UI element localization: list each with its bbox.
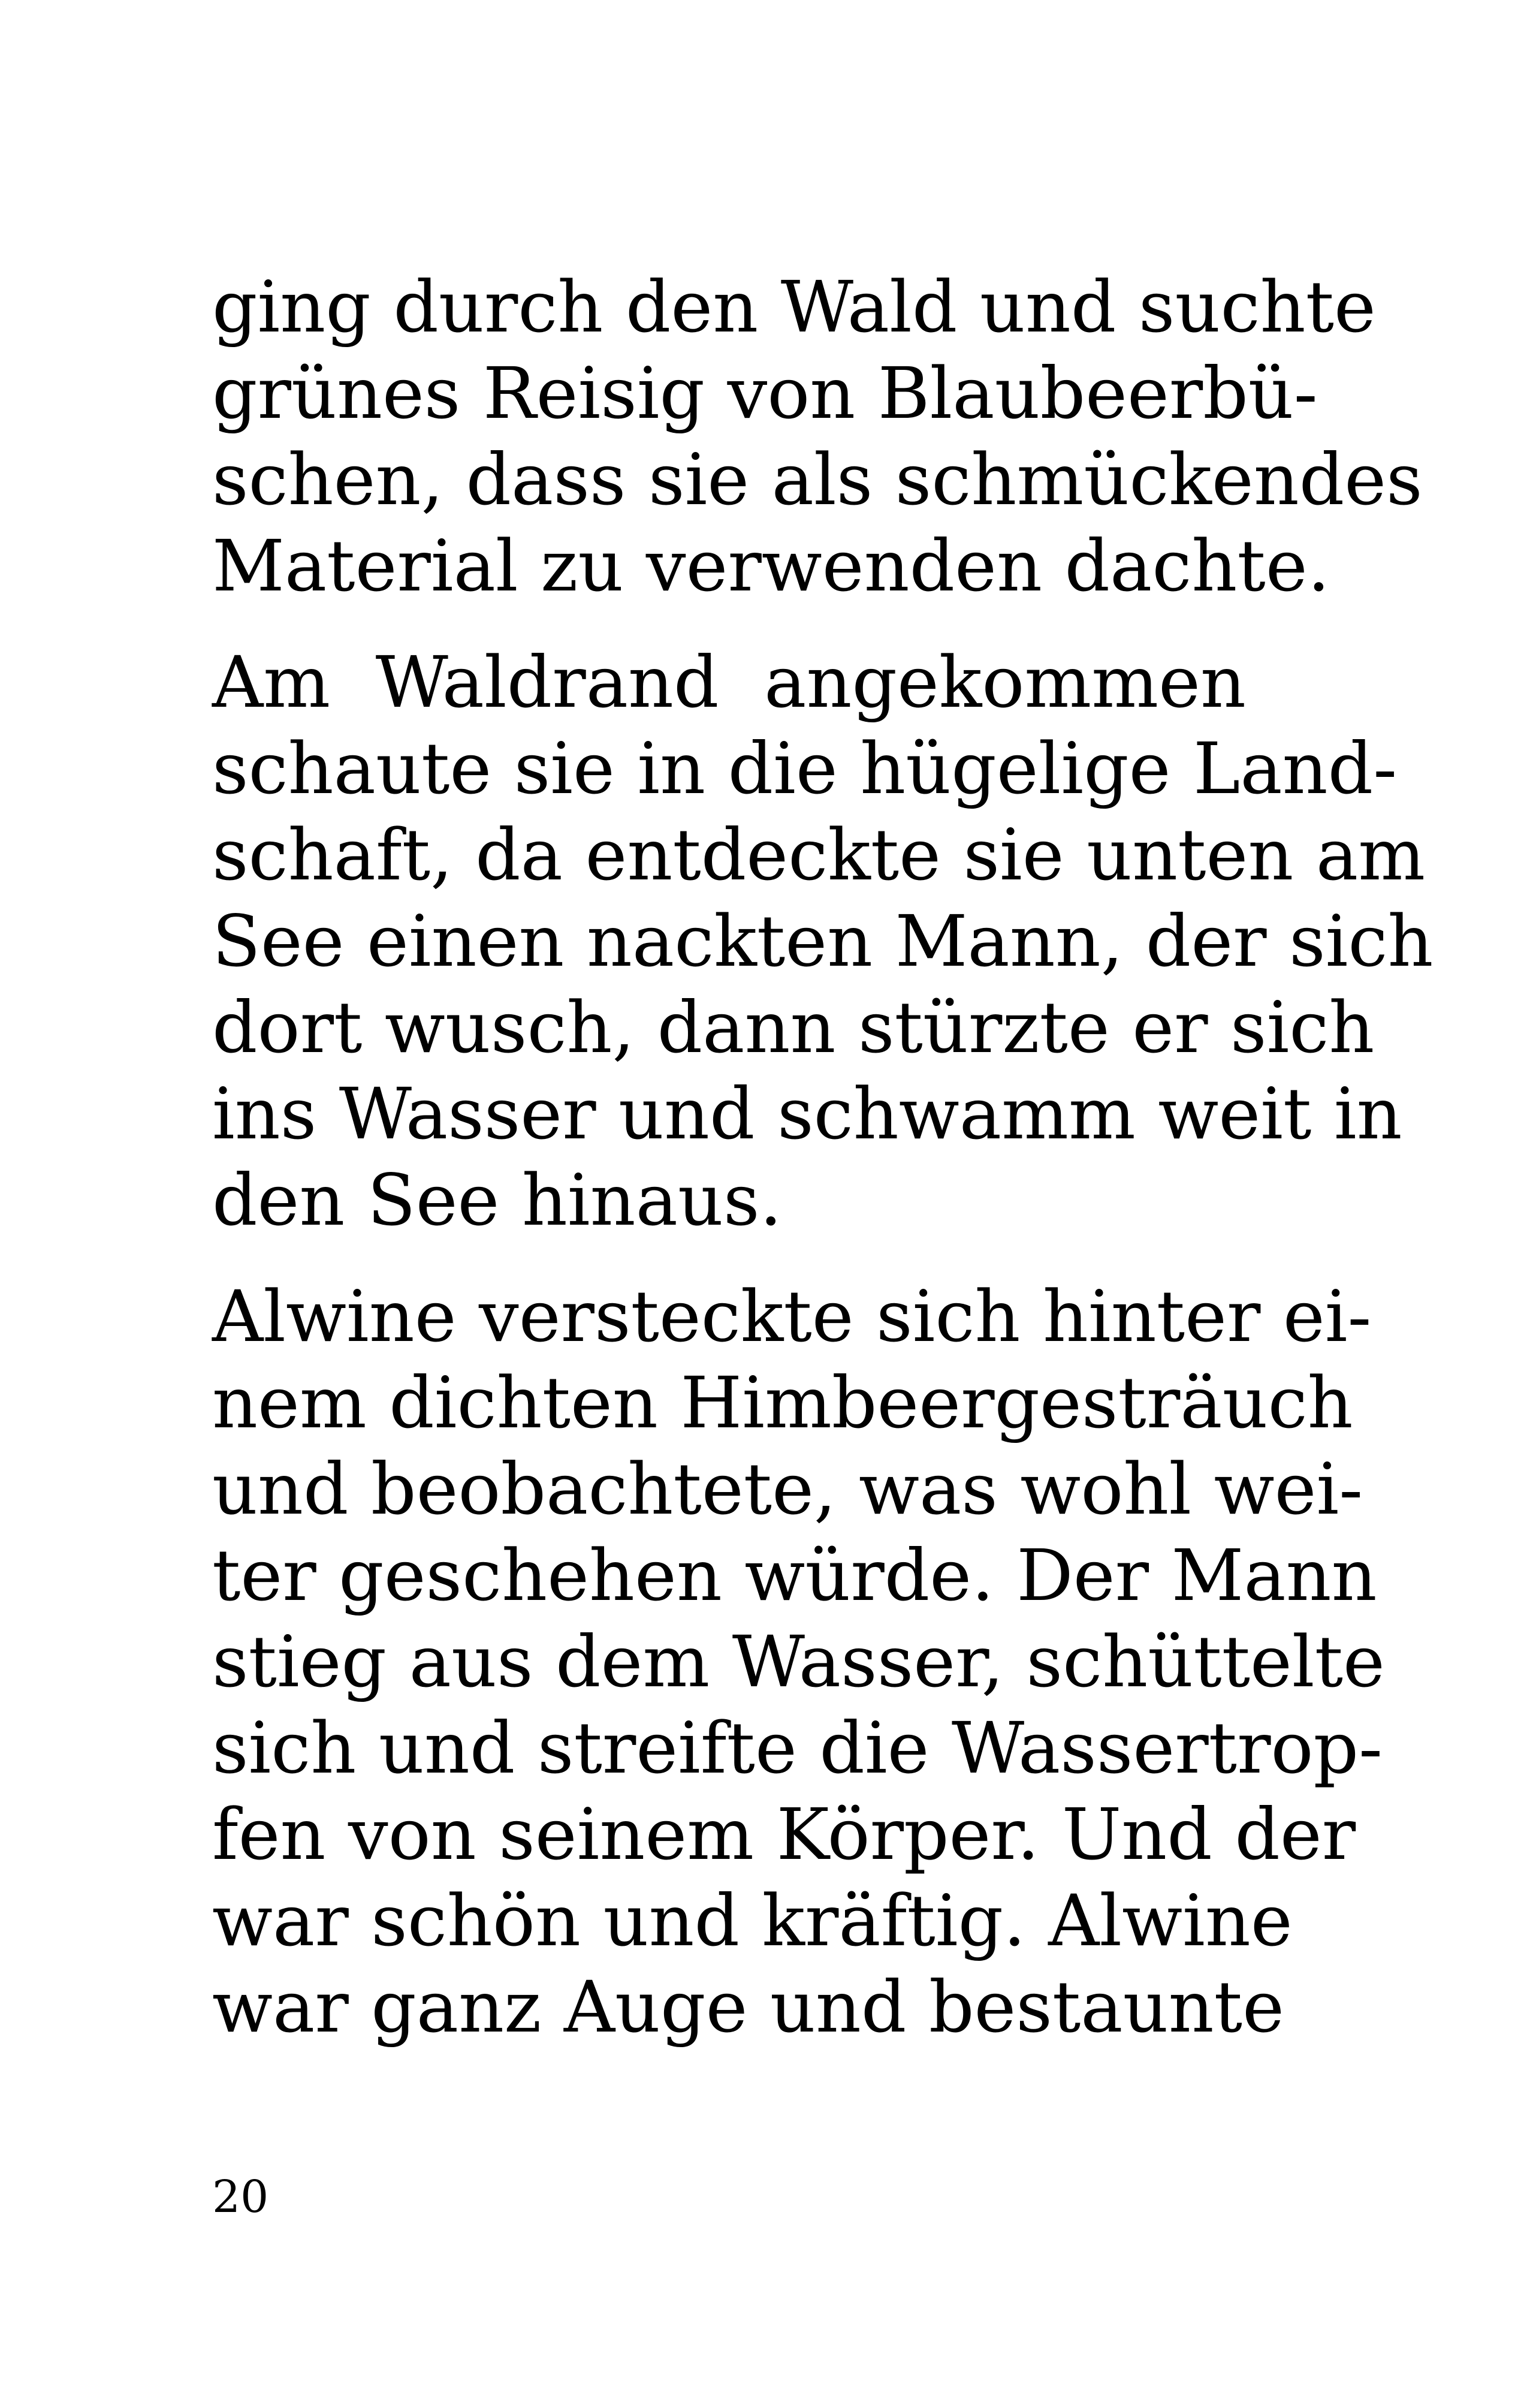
text-line: Material zu verwenden dachte.	[212, 525, 1330, 607]
text-line: Alwine versteckte sich hinter ei-	[212, 1275, 1372, 1358]
text-line: war ganz Auge und bestaunte	[212, 1966, 1284, 2048]
paragraph-3	[212, 1273, 1385, 2050]
text-line: grünes Reisig von Blaubeerbü-	[212, 352, 1318, 435]
text-line: den See hinaus.	[212, 1159, 783, 1241]
text-line: ins Wasser und schwamm weit in	[212, 1072, 1402, 1155]
text-line: schen, dass sie als schmückendes	[212, 438, 1423, 521]
text-line: dort wusch, dann stürzte er sich	[212, 986, 1375, 1069]
paragraph-1	[212, 264, 1423, 609]
text-line: fen von seinem Körper. Und der	[212, 1793, 1356, 1876]
text-line: stieg aus dem Wasser, schüttelte	[212, 1620, 1385, 1703]
text-line: ging durch den Wald und suchte	[212, 266, 1376, 348]
paragraph-2	[212, 639, 1434, 1243]
text-line: schaft, da entdeckte sie unten am	[212, 813, 1426, 896]
body-text	[212, 264, 1434, 2080]
text-line: schaute sie in die hügelige Land-	[212, 727, 1398, 810]
text-line: See einen nackten Mann, der sich	[212, 900, 1434, 983]
text-line: Am Waldrand angekommen	[212, 641, 1246, 724]
text-line: war schön und kräftig. Alwine	[212, 1879, 1293, 1962]
text-line: nem dichten Himbeergesträuch	[212, 1361, 1353, 1444]
text-line: sich und streifte die Wassertrop-	[212, 1707, 1383, 1789]
text-line: ter geschehen würde. Der Mann	[212, 1534, 1377, 1617]
text-line: und beobachtete, was wohl wei-	[212, 1448, 1363, 1530]
page-number: 20	[212, 2171, 269, 2223]
